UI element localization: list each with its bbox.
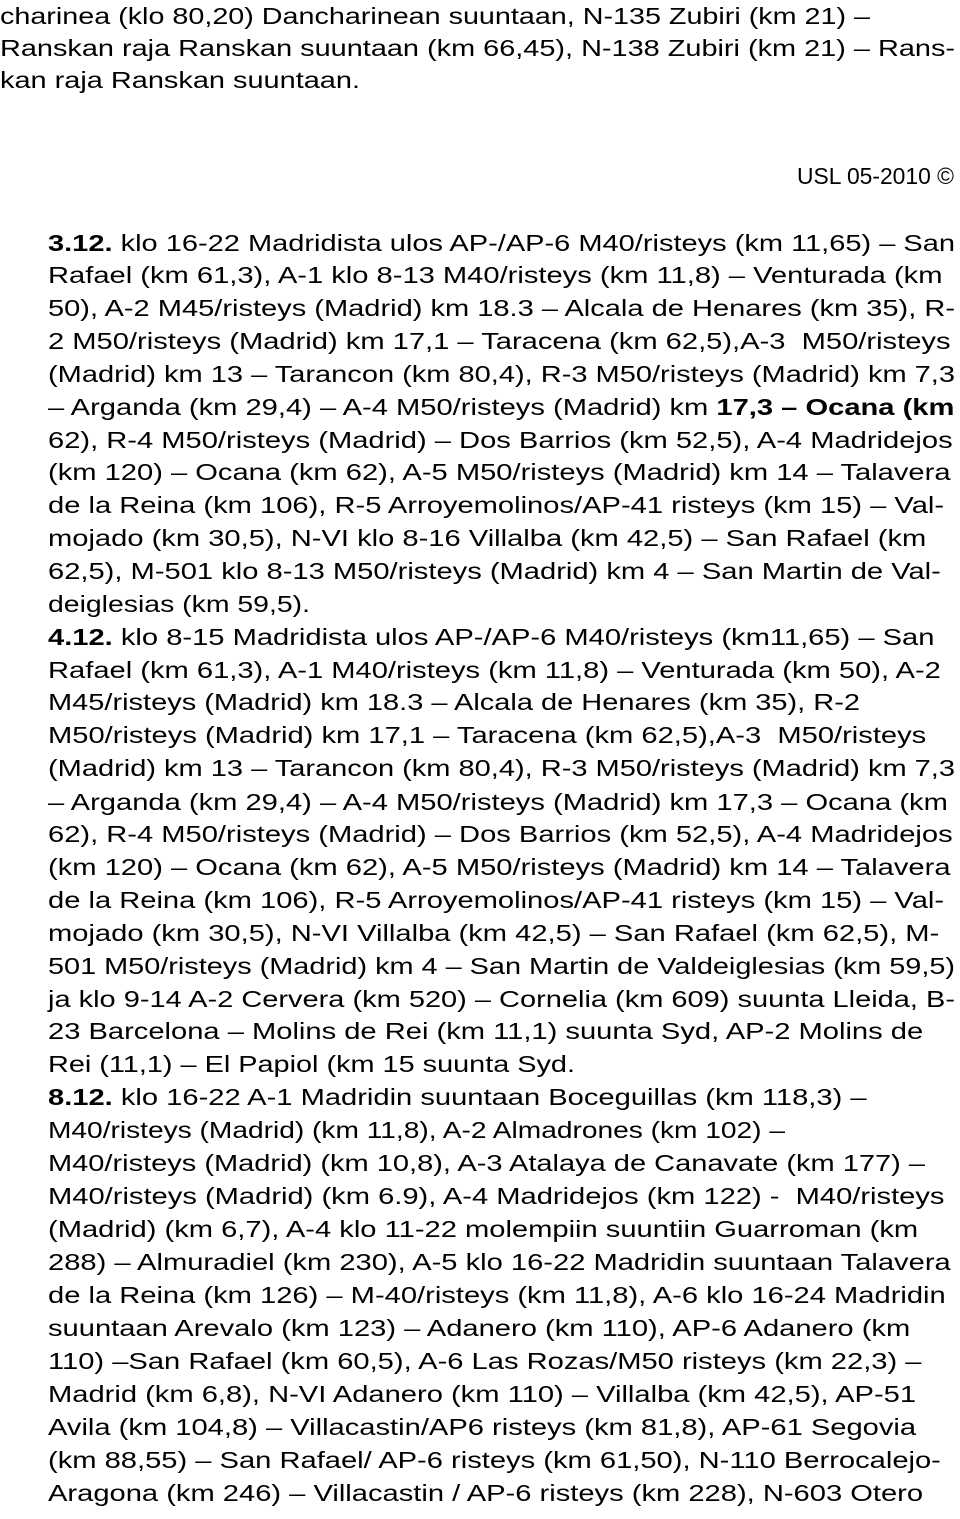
text-run: 62,5), M-501 klo 8-13 M50/risteys (Madrid) km 4 – San Martin de Val- xyxy=(48,558,941,584)
text-line xyxy=(48,719,926,751)
text-run: klo 16-22 A-1 Madridin suuntaan Boceguillas (km 118,3) – xyxy=(112,1084,867,1110)
text-run: (Madrid) km 13 – Tarancon (km 80,4), R-3 M50/risteys (Madrid) km 7,3 xyxy=(48,755,956,781)
text-line xyxy=(48,1015,923,1047)
text-run: kan raja Ranskan suuntaan. xyxy=(0,67,360,93)
text-run: mojado (km 30,5), N-VI Villalba (km 42,5) – San Rafael (km 62,5), M- xyxy=(48,920,940,946)
text-run: (Madrid) km 13 – Tarancon (km 80,4), R-3 M50/risteys (Madrid) km 7,3 xyxy=(48,361,956,387)
text-run: 50), A-2 M45/risteys (Madrid) km 18.3 – Alcala de Henares (km 35), R- xyxy=(48,295,955,321)
text-line xyxy=(48,424,953,456)
text-line xyxy=(48,1147,925,1179)
text-run: charinea (klo 80,20) Dancharinean suuntaan, N-135 Zubiri (km 21) – xyxy=(0,3,870,29)
text-line xyxy=(48,686,860,718)
text-run: M40/risteys (Madrid) (km 10,8), A-3 Atalaya de Canavate (km 177) – xyxy=(48,1150,925,1176)
bold-text: 4.12. xyxy=(48,624,113,650)
text-run: klo 8-15 Madridista ulos AP-/AP-6 M40/risteys (km11,65) – San xyxy=(112,624,935,650)
text-line xyxy=(48,1114,785,1146)
text-run: 62), R-4 M50/risteys (Madrid) – Dos Barrios (km 52,5), A-4 Madridejos xyxy=(48,821,953,847)
text-line xyxy=(48,983,955,1015)
text-line xyxy=(48,818,953,850)
text-line xyxy=(48,456,951,488)
text-run: mojado (km 30,5), N-VI klo 8-16 Villalba (km 42,5) – San Rafael (km xyxy=(48,525,927,551)
text-run: de la Reina (km 126) – M-40/risteys (km 11,8), A-6 klo 16-24 Madridin xyxy=(48,1282,946,1308)
text-line xyxy=(48,1048,575,1080)
text-run: 288) – Almuradiel (km 230), A-5 klo 16-22 Madridin suuntaan Talavera xyxy=(48,1249,951,1275)
text-run: M50/risteys (Madrid) km 17,1 – Taracena (km 62,5),A-3 M50/risteys xyxy=(48,722,927,748)
text-run: ja klo 9-14 A-2 Cervera (km 520) – Cornelia (km 609) suunta Lleida, B- xyxy=(48,986,956,1012)
text-run: de la Reina (km 106), R-5 Arroyemolinos/AP-41 risteys (km 15) – Val- xyxy=(48,887,945,913)
text-line xyxy=(48,1477,923,1509)
text-line xyxy=(48,1378,916,1410)
text-run: suuntaan Arevalo (km 123) – Adanero (km 110), AP-6 Adanero (km xyxy=(48,1315,911,1341)
page-header: USL 05-2010 © xyxy=(797,163,954,189)
text-run: Aragona (km 246) – Villacastin / AP-6 risteys (km 228), N-603 Otero xyxy=(48,1480,924,1506)
text-run: (Madrid) (km 6,7), A-4 klo 11-22 molempiin suuntiin Guarroman (km xyxy=(48,1216,919,1242)
text-line xyxy=(48,950,955,982)
text-run: M40/risteys (Madrid) (km 11,8), A-2 Almadrones (km 102) – xyxy=(48,1117,785,1143)
text-run: Rafael (km 61,3), A-1 klo 8-13 M40/risteys (km 11,8) – Venturada (km xyxy=(48,262,943,288)
text-line xyxy=(48,1279,946,1311)
text-run: 62), R-4 M50/risteys (Madrid) – Dos Barrios (km 52,5), A-4 Madridejos xyxy=(48,427,953,453)
text-line xyxy=(48,1246,951,1278)
bold-text: 3.12. xyxy=(48,230,113,256)
bold-text: 8.12. xyxy=(48,1084,113,1110)
text-line xyxy=(48,1081,867,1113)
text-run: 2 M50/risteys (Madrid) km 17,1 – Taracena (km 62,5),A-3 M50/risteys xyxy=(48,328,951,354)
text-line xyxy=(48,654,941,686)
text-line xyxy=(48,1444,941,1476)
text-run: deiglesias (km 59,5). xyxy=(48,591,310,617)
text-run: Rei (11,1) – El Papiol (km 15 suunta Syd. xyxy=(48,1051,575,1077)
text-run: (km 120) – Ocana (km 62), A-5 M50/risteys (Madrid) km 14 – Talavera xyxy=(48,459,951,485)
text-run: M40/risteys (Madrid) (km 6.9), A-4 Madridejos (km 122) - M40/risteys xyxy=(48,1183,945,1209)
text-run: 23 Barcelona – Molins de Rei (km 11,1) suunta Syd, AP-2 Molins de xyxy=(48,1018,924,1044)
text-run: (km 120) – Ocana (km 62), A-5 M50/risteys (Madrid) km 14 – Talavera xyxy=(48,854,951,880)
text-run: M45/risteys (Madrid) km 18.3 – Alcala de Henares (km 35), R-2 xyxy=(48,689,860,715)
text-line xyxy=(48,1180,945,1212)
text-run: 110) –San Rafael (km 60,5), A-6 Las Rozas/M50 risteys (km 22,3) – xyxy=(48,1348,922,1374)
text-run: Madrid (km 6,8), N-VI Adanero (km 110) – Villalba (km 42,5), AP-51 xyxy=(48,1381,917,1407)
text-line xyxy=(0,32,955,64)
text-line xyxy=(0,64,360,96)
text-line xyxy=(48,227,955,259)
text-line xyxy=(48,555,941,587)
text-run: de la Reina (km 106), R-5 Arroyemolinos/AP-41 risteys (km 15) – Val- xyxy=(48,492,945,518)
text-run: (km 88,55) – San Rafael/ AP-6 risteys (km 61,50), N-110 Berrocalejo- xyxy=(48,1447,941,1473)
bold-text: 17,3 – Ocana (km xyxy=(716,394,955,420)
text-run: Avila (km 104,8) – Villacastin/AP6 risteys (km 81,8), AP-61 Segovia xyxy=(48,1414,917,1440)
text-run: Ranskan raja Ranskan suuntaan (km 66,45), N-138 Zubiri (km 21) – Rans- xyxy=(0,35,955,61)
text-run: klo 16-22 Madridista ulos AP-/AP-6 M40/risteys (km 11,65) – San xyxy=(112,230,956,256)
text-line xyxy=(48,489,944,521)
text-line xyxy=(48,1411,916,1443)
text-line xyxy=(48,1345,921,1377)
text-line xyxy=(0,0,870,32)
text-line xyxy=(48,358,955,390)
text-line xyxy=(48,752,955,784)
text-run: – Arganda (km 29,4) – A-4 M50/risteys (Madrid) km 17,3 – Ocana (km xyxy=(48,789,948,815)
text-line xyxy=(48,851,951,883)
text-line xyxy=(48,786,948,818)
text-line xyxy=(48,1213,918,1245)
text-run: 501 M50/risteys (Madrid) km 4 – San Martin de Valdeiglesias (km 59,5) xyxy=(48,953,955,979)
text-run: – Arganda (km 29,4) – A-4 M50/risteys (Madrid) km xyxy=(48,394,717,420)
text-line xyxy=(48,588,310,620)
text-line xyxy=(48,292,955,324)
text-line xyxy=(48,917,939,949)
text-line xyxy=(48,621,934,653)
text-line xyxy=(48,325,951,357)
text-line xyxy=(48,884,944,916)
text-line xyxy=(48,391,954,423)
text-line xyxy=(48,259,942,291)
text-run: Rafael (km 61,3), A-1 M40/risteys (km 11,8) – Venturada (km 50), A-2 xyxy=(48,657,941,683)
text-line xyxy=(48,522,926,554)
text-line xyxy=(48,1312,910,1344)
